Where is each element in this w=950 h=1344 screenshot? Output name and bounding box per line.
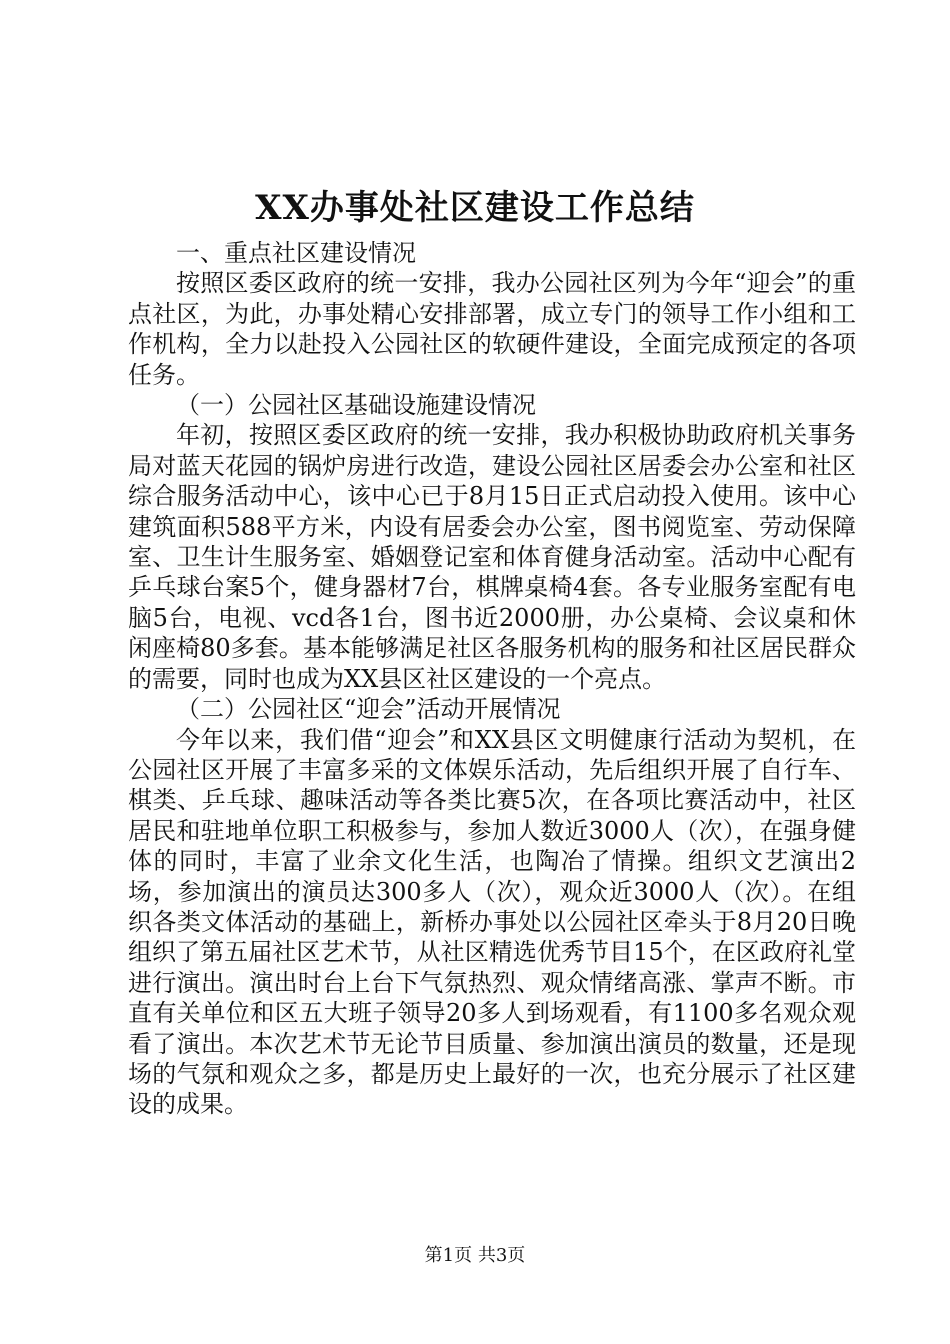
subsection-2-paragraph: 今年以来，我们借“迎会”和XX县区文明健康行活动为契机，在公园社区开展了丰富多采的文体娱乐活动，先后组织开展了自行车、棋类、乒乓球、趣味活动等各类比赛5次，在各项比赛活动中，社区居民和驻地单位职工积极参与，参加人数近3000人（次），在强身健体的同时，丰富了业余文化生活，也陶冶了情操。组织文艺演出2场，参加演出的演员达300多人（次），观众近3000人（次）。在组织各类文体活动的基础上，新桥办事处以公园社区牵头于8月20日晚组织了第五届社区艺术节，从社区精选优秀节目15个，在区政府礼堂进行演出。演出时台上台下气氛热烈、观众情绪高涨、掌声不断。市直有关单位和区五大班子领导20多人到场观看，有1100多名观众观看了演出。本次艺术节无论节目质量、参加演出演员的数量，还是现场的气氛和观众之多，都是历史上最好的一次，也充分展示了社区建设的成果。 — [128, 725, 856, 1119]
subsection-1-paragraph: 年初，按照区委区政府的统一安排，我办积极协助政府机关事务局对蓝天花园的锅炉房进行改造，建设公园社区居委会办公室和社区综合服务活动中心，该中心已于8月15日正式启动投入使用。该中心建筑面积588平方米，内设有居委会办公室，图书阅览室、劳动保障室、卫生计生服务室、婚姻登记室和体育健身活动室。活动中心配有乒乓球台案5个，健身器材7台，棋牌桌椅4套。各专业服务室配有电脑5台，电视、vcd各1台，图书近2000册，办公桌椅、会议桌和休闲座椅80多套。基本能够满足社区各服务机构的服务和社区居民群众的需要，同时也成为XX县区社区建设的一个亮点。 — [128, 421, 856, 693]
section-1-paragraph: 按照区委区政府的统一安排，我办公园社区列为今年“迎会”的重点社区，为此，办事处精心安排部署，成立专门的领导工作小组和工作机构，全力以赴投入公园社区的软硬件建设，全面完成预定的各项任务。 — [128, 269, 856, 389]
subsection-2-heading: （二）公园社区“迎会”活动开展情况 — [176, 695, 561, 724]
document-title: XX办事处社区建设工作总结 — [255, 188, 695, 228]
page-footer: 第1页 共3页 — [424, 1245, 526, 1266]
document-body — [128, 238, 856, 1120]
subsection-1-heading: （一）公园社区基础设施建设情况 — [176, 391, 536, 420]
section-1-heading: 一、重点社区建设情况 — [176, 239, 416, 267]
